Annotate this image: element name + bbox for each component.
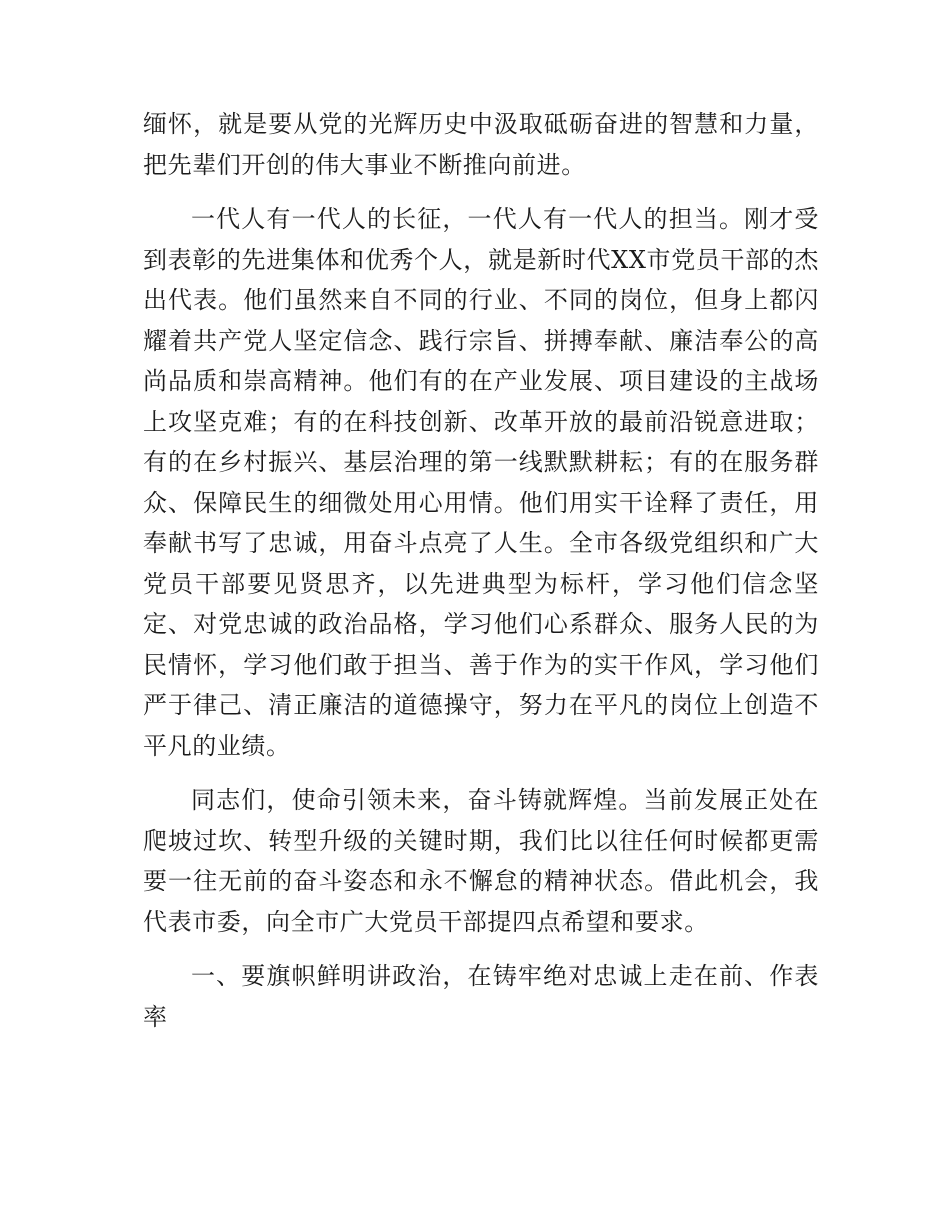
paragraph-continuation: 缅怀，就是要从党的光辉历史中汲取砥砺奋进的智慧和力量，把先辈们开创的伟大事业不断推向前进。 xyxy=(143,110,819,179)
section-heading-one: 一、要旗帜鲜明讲政治，在铸牢绝对忠诚上走在前、作表率 xyxy=(143,962,819,1031)
paragraph-requirements-intro: 同志们，使命引领未来，奋斗铸就辉煌。当前发展正处在爬坡过坎、转型升级的关键时期，我们比以往任何时候都更需要一往无前的奋斗姿态和永不懈怠的精神状态。借此机会，我代表市委，向全市广大党员干部提四点希望和要求。 xyxy=(143,786,819,936)
paragraph-advanced-models: 一代人有一代人的长征，一代人有一代人的担当。刚才受到表彰的先进集体和优秀个人，就是新时代XX市党员干部的杰出代表。他们虽然来自不同的行业、不同的岗位，但身上都闪耀着共产党人坚定信念、践行宗旨、拼搏奉献、廉洁奉公的高尚品质和崇高精神。他们有的在产业发展、项目建设的主战场上攻坚克难；有的在科技创新、改革开放的最前沿锐意进取；有的在乡村振兴、基层治理的第一线默默耕耘；有的在服务群众、保障民生的细微处用心用情。他们用实干诠释了责任，用奉献书写了忠诚，用奋斗点亮了人生。全市各级党组织和广大党员干部要见贤思齐，以先进典型为标杆，学习他们信念坚定、对党忠诚的政治品格，学习他们心系群众、服务人民的为民情怀，学习他们敢于担当、善于作为的实干作风，学习他们严于律己、清正廉洁的道德操守，努力在平凡的岗位上创造不平凡的业绩。 xyxy=(143,205,819,760)
document-body xyxy=(143,104,819,1051)
